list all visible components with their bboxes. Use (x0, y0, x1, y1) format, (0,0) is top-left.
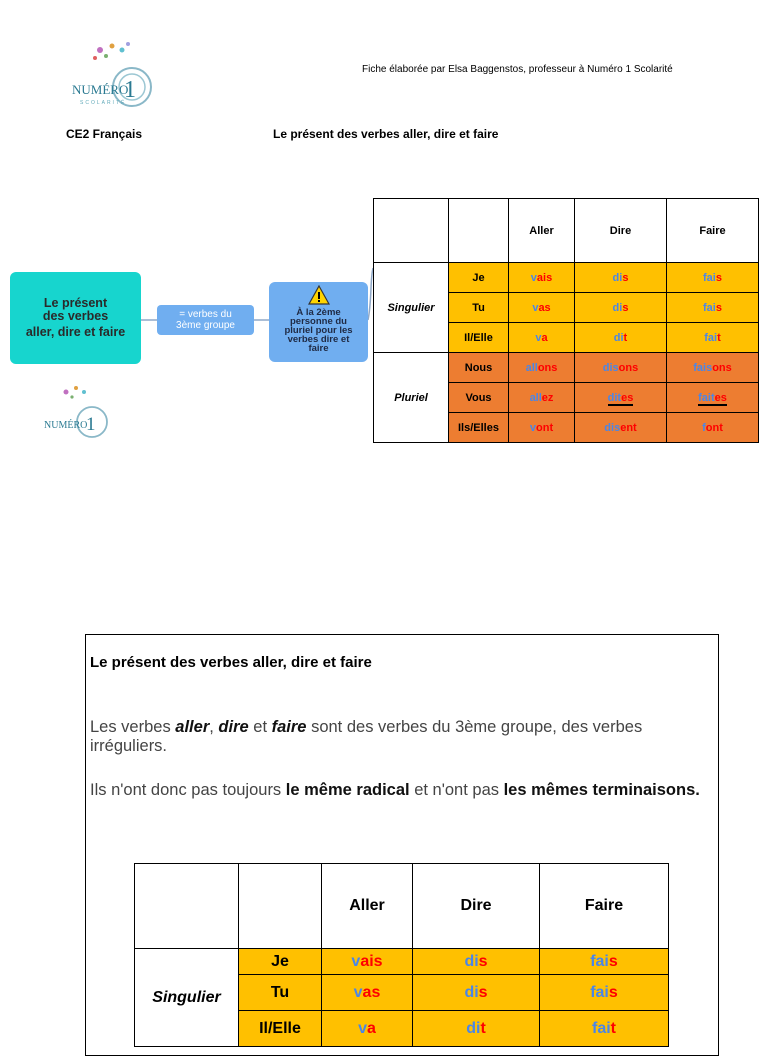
main-line-3: aller, dire et faire (25, 325, 126, 339)
level-label: CE2 Français (66, 127, 143, 141)
cell-aller-je: vais (509, 263, 575, 293)
big-header-aller: Aller (322, 864, 413, 949)
big-pronoun-je: Je (239, 949, 322, 975)
card-paragraph-1: Les verbes aller, dire et faire sont des verbes du 3ème groupe, des verbes irréguliers. (90, 718, 643, 755)
numero1-logo-small (42, 382, 108, 440)
cell-dire-tu: dis (575, 293, 667, 323)
pronoun-nous: Nous (449, 353, 509, 383)
card-paragraph-2: Ils n'ont donc pas toujours le même radical et n'ont pas les mêmes terminaisons. (90, 781, 700, 799)
big-cell-aller-je: vais (322, 949, 413, 975)
cell-aller-tu: vas (509, 293, 575, 323)
logo-small-digit: 1 (86, 414, 96, 435)
group-singulier: Singulier (374, 263, 449, 353)
big-cell-aller-tu: vas (322, 975, 413, 1011)
warn-line-5: faire (308, 343, 329, 354)
pronoun-vous: Vous (449, 383, 509, 413)
big-pronoun-il-elle: Il/Elle (239, 1011, 322, 1047)
logo-small-word: NUMÉRO (44, 420, 88, 431)
big-header-faire: Faire (540, 864, 669, 949)
header-aller: Aller (509, 199, 575, 263)
big-pronoun-tu: Tu (239, 975, 322, 1011)
mindmap-main-node (10, 272, 141, 364)
group-pluriel: Pluriel (374, 353, 449, 443)
warn-line-2: personne du (289, 316, 347, 327)
logo-sub: SCOLARITÉ (80, 100, 127, 106)
cell-faire-ils: font (667, 413, 759, 443)
logo-word: NUMÉRO (72, 82, 129, 97)
big-cell-faire-il: fait (540, 1011, 669, 1047)
group-line-1: = verbes du (179, 309, 232, 320)
pronoun-il-elle: Il/Elle (449, 323, 509, 353)
conjugation-table-small (373, 198, 759, 443)
big-group-singulier: Singulier (135, 949, 239, 1047)
warn-line-1: À la 2ème (296, 307, 341, 318)
header-dire: Dire (575, 199, 667, 263)
cell-aller-il: va (509, 323, 575, 353)
cell-faire-tu: fais (667, 293, 759, 323)
cell-dire-je: dis (575, 263, 667, 293)
cell-faire-je: fais (667, 263, 759, 293)
big-cell-dire-il: dit (413, 1011, 540, 1047)
big-cell-aller-il: va (322, 1011, 413, 1047)
pronoun-tu: Tu (449, 293, 509, 323)
cell-dire-nous: disons (575, 353, 667, 383)
cell-faire-vous: faites (667, 383, 759, 413)
cell-faire-nous: faisons (667, 353, 759, 383)
cell-aller-vous: allez (509, 383, 575, 413)
cell-aller-ils: vont (509, 413, 575, 443)
group-line-2: 3ème groupe (176, 320, 235, 331)
warning-icon (308, 285, 330, 305)
pronoun-je: Je (449, 263, 509, 293)
mindmap-warning-node (269, 282, 368, 362)
card-title: Le présent des verbes aller, dire et faire (90, 654, 372, 671)
cell-faire-il: fait (667, 323, 759, 353)
main-line-1: Le présent (43, 296, 108, 310)
header-faire: Faire (667, 199, 759, 263)
big-cell-faire-tu: fais (540, 975, 669, 1011)
main-line-2: des verbes (42, 309, 109, 323)
cell-aller-nous: allons (509, 353, 575, 383)
cell-dire-ils: disent (575, 413, 667, 443)
warn-line-3: pluriel pour les (284, 325, 353, 336)
pronoun-ils-elles: Ils/Elles (449, 413, 509, 443)
big-header-dire: Dire (413, 864, 540, 949)
mindmap-group-node (157, 305, 254, 335)
logo-digit: 1 (124, 77, 136, 103)
big-cell-dire-je: dis (413, 949, 540, 975)
cell-dire-il: dit (575, 323, 667, 353)
conjugation-table-large (134, 863, 669, 1047)
page-title: Le présent des verbes aller, dire et faire (273, 127, 499, 141)
big-cell-dire-tu: dis (413, 975, 540, 1011)
cell-dire-vous: dites (575, 383, 667, 413)
big-cell-faire-je: fais (540, 949, 669, 975)
warn-line-4: verbes dire et (287, 334, 350, 345)
author-credit: Fiche élaborée par Elsa Baggenstos, professeur à Numéro 1 Scolarité (362, 64, 673, 75)
